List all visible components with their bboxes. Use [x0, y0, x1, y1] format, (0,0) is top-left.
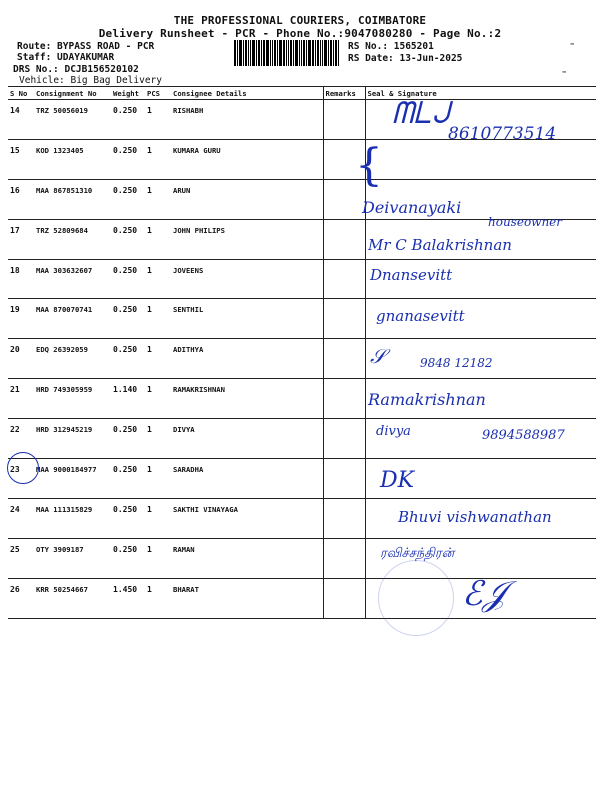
handwritten-note: Dnansevitt	[370, 266, 453, 284]
remarks-cell	[323, 419, 365, 459]
consignment-number-cell: HRD 312945219	[34, 419, 111, 459]
consignee-cell: RAMAN	[171, 538, 323, 578]
consignee-cell: SENTHIL	[171, 299, 323, 339]
pcs-cell: 1	[145, 299, 171, 339]
company-title: THE PROFESSIONAL COURIERS, COIMBATORE	[173, 14, 427, 27]
col-header: Consignee Details	[171, 87, 323, 100]
remarks-cell	[323, 459, 365, 499]
rs-date: RS Date: 13-Jun-2025	[348, 53, 463, 64]
col-header: Consignment No	[34, 87, 111, 100]
col-header: Seal & Signature	[365, 87, 596, 100]
table-row	[8, 179, 596, 219]
table-row	[8, 339, 596, 379]
serial-number-cell: 17	[8, 219, 34, 259]
signature-adithya: 𝒮	[370, 344, 386, 368]
col-header: Remarks	[323, 87, 365, 100]
table-row	[8, 379, 596, 419]
serial-number-cell: 18	[8, 259, 34, 299]
remarks-cell	[323, 339, 365, 379]
signature-cell	[365, 139, 596, 179]
consignee-cell: DIVYA	[171, 419, 323, 459]
staff-label: Staff: UDAYAKUMAR	[17, 52, 115, 63]
handwritten-note: houseowner	[488, 215, 563, 229]
handwritten-note: Mr C Balakrishnan	[368, 236, 512, 254]
remarks-cell	[323, 219, 365, 259]
weight-cell: 0.250	[111, 419, 145, 459]
handwritten-note: ரவிச்சந்திரன்	[380, 546, 455, 561]
barcode	[234, 40, 340, 66]
remarks-cell	[323, 100, 365, 140]
consignment-number-cell: TRZ 52809684	[34, 219, 111, 259]
remarks-cell	[323, 538, 365, 578]
serial-number-cell: 22	[8, 419, 34, 459]
consignee-cell: SARADHA	[171, 459, 323, 499]
serial-number-cell: 21	[8, 379, 34, 419]
pcs-cell: 1	[145, 379, 171, 419]
pcs-cell: 1	[145, 139, 171, 179]
remarks-cell	[323, 578, 365, 618]
consignee-cell: SAKTHI VINAYAGA	[171, 498, 323, 538]
pcs-cell: 1	[145, 259, 171, 299]
table-row	[8, 459, 596, 499]
consignment-number-cell: MAA 867851310	[34, 179, 111, 219]
consignee-cell: RAMAKRISHNAN	[171, 379, 323, 419]
pcs-cell: 1	[145, 100, 171, 140]
pcs-cell: 1	[145, 339, 171, 379]
row-23-circle	[7, 452, 39, 484]
drs-number: DRS No.: DCJB156520102	[13, 64, 139, 75]
weight-cell: 0.250	[111, 459, 145, 499]
handwritten-note: Bhuvi vishwanathan	[398, 508, 552, 526]
signature-rishabh: ᗰᒪᒍ	[392, 96, 450, 131]
consignee-cell: KUMARA GURU	[171, 139, 323, 179]
weight-cell: 0.250	[111, 179, 145, 219]
serial-number-cell: 14	[8, 100, 34, 140]
pcs-cell: 1	[145, 498, 171, 538]
pcs-cell: 1	[145, 179, 171, 219]
runsheet-subtitle: Delivery Runsheet - PCR - Phone No.:9047080280 - Page No.:2	[98, 27, 502, 40]
handwritten-note: gnanasevitt	[376, 307, 465, 325]
vehicle-label: Vehicle: Big Bag Delivery	[19, 75, 162, 86]
remarks-cell	[323, 498, 365, 538]
handwritten-note: DK	[380, 468, 415, 493]
col-header: S No	[8, 87, 34, 100]
table-row	[8, 139, 596, 179]
handwritten-phone: 9848 12182	[420, 356, 493, 370]
faded-stamp	[378, 560, 454, 636]
weight-cell: 1.450	[111, 578, 145, 618]
table-header-row	[8, 87, 596, 100]
table-row	[8, 538, 596, 578]
table-row	[8, 259, 596, 299]
consignment-number-cell: HRD 749305959	[34, 379, 111, 419]
consignment-number-cell: MAA 9000184977	[34, 459, 111, 499]
corner-mark: -	[568, 36, 577, 52]
serial-number-cell: 26	[8, 578, 34, 618]
consignee-cell: ADITHYA	[171, 339, 323, 379]
weight-cell: 0.250	[111, 538, 145, 578]
consignee-cell: BHARAT	[171, 578, 323, 618]
col-header: PCS	[145, 87, 171, 100]
weight-cell: 0.250	[111, 259, 145, 299]
table-row	[8, 299, 596, 339]
consignment-number-cell: MAA 303632607	[34, 259, 111, 299]
pcs-cell: 1	[145, 538, 171, 578]
consignee-cell: ARUN	[171, 179, 323, 219]
serial-number-cell: 24	[8, 498, 34, 538]
table-row	[8, 578, 596, 618]
route-label: Route: BYPASS ROAD - PCR	[17, 41, 155, 52]
serial-number-cell: 16	[8, 179, 34, 219]
handwritten-note: Ramakrishnan	[368, 390, 486, 409]
weight-cell: 1.140	[111, 379, 145, 419]
serial-number-cell: 23	[8, 459, 34, 499]
weight-cell: 0.250	[111, 339, 145, 379]
weight-cell: 0.250	[111, 100, 145, 140]
weight-cell: 0.250	[111, 498, 145, 538]
consignment-number-cell: TRZ 50056019	[34, 100, 111, 140]
serial-number-cell: 25	[8, 538, 34, 578]
pcs-cell: 1	[145, 219, 171, 259]
corner-mark: -	[560, 64, 569, 80]
consignee-cell: JOVEENS	[171, 259, 323, 299]
consignment-number-cell: MAA 870070741	[34, 299, 111, 339]
consignment-number-cell: KRR 50254667	[34, 578, 111, 618]
handwritten-note: Deivanayaki	[362, 198, 462, 217]
signature-bharat: ℰ𝒥	[462, 574, 507, 614]
consignee-cell: RISHABH	[171, 100, 323, 140]
consignment-number-cell: KOD 1323405	[34, 139, 111, 179]
runsheet-table	[8, 86, 596, 619]
remarks-cell	[323, 379, 365, 419]
serial-number-cell: 19	[8, 299, 34, 339]
handwritten-phone: 9894588987	[482, 428, 565, 443]
handwritten-phone: 8610773514	[448, 124, 557, 144]
consignment-number-cell: EDQ 26392059	[34, 339, 111, 379]
remarks-cell	[323, 299, 365, 339]
brace-mark: {	[355, 140, 383, 191]
consignment-number-cell: MAA 111315829	[34, 498, 111, 538]
pcs-cell: 1	[145, 419, 171, 459]
consignment-number-cell: OTY 3909187	[34, 538, 111, 578]
weight-cell: 0.250	[111, 299, 145, 339]
col-header: Weight	[111, 87, 145, 100]
weight-cell: 0.250	[111, 219, 145, 259]
remarks-cell	[323, 259, 365, 299]
serial-number-cell: 20	[8, 339, 34, 379]
pcs-cell: 1	[145, 459, 171, 499]
handwritten-note: divya	[376, 424, 411, 439]
serial-number-cell: 15	[8, 139, 34, 179]
weight-cell: 0.250	[111, 139, 145, 179]
pcs-cell: 1	[145, 578, 171, 618]
rs-number: RS No.: 1565201	[348, 41, 434, 52]
consignee-cell: JOHN PHILIPS	[171, 219, 323, 259]
